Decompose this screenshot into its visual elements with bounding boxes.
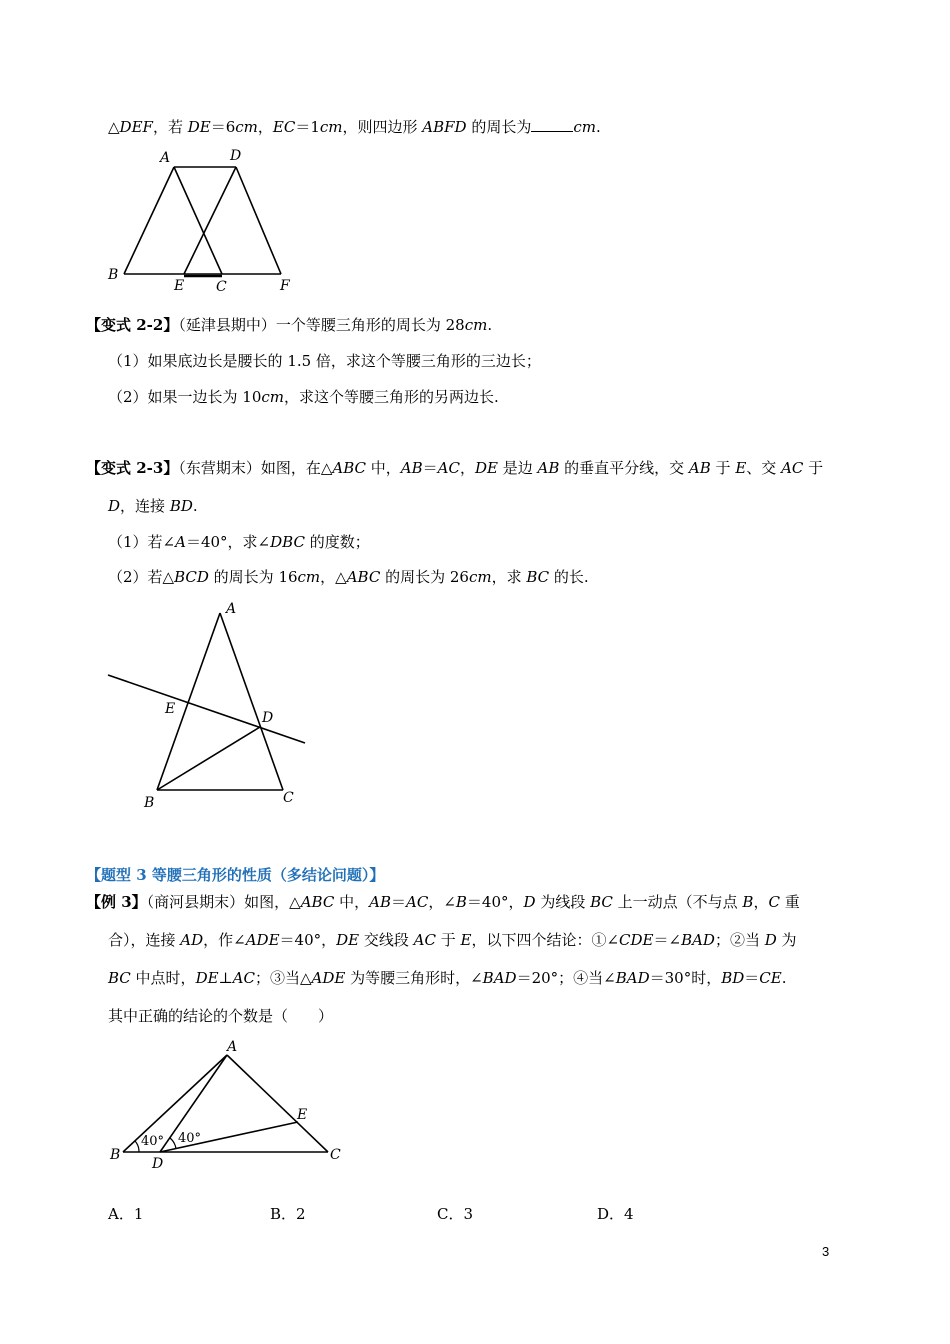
variant-2-2-q1: （1）如果底边长是腰长的 1.5 倍，求这个等腰三角形的三边长； bbox=[108, 352, 541, 370]
figure-triangle-bisector bbox=[100, 595, 315, 815]
figure-example-3 bbox=[100, 1035, 360, 1175]
fig1-label-d: D bbox=[230, 148, 242, 164]
fig1-label-b: B bbox=[108, 267, 119, 283]
option-c[interactable]: C．3 bbox=[437, 1205, 474, 1223]
variant-2-2-title: 【变式 2-2】（延津县期中）一个等腰三角形的周长为 28cm. bbox=[86, 316, 493, 334]
option-a[interactable]: A．1 bbox=[108, 1205, 144, 1223]
fig3-label-d: D bbox=[152, 1156, 164, 1172]
option-d[interactable]: D．4 bbox=[597, 1205, 634, 1223]
fig3-label-b: B bbox=[110, 1147, 121, 1163]
answer-blank bbox=[531, 117, 573, 132]
fig3-angle-b: 40° bbox=[141, 1134, 165, 1149]
problem-top-line: △DEF，若 DE＝6cm，EC＝1cm，则四边形 ABFD 的周长为 cm. bbox=[108, 118, 601, 136]
example-3-line3: BC 中点时，DE⊥AC；③当△ADE 为等腰三角形时，∠BAD＝20°；④当∠BAD＝30°时，BD＝CE. bbox=[108, 969, 787, 987]
fig1-label-e: E bbox=[174, 278, 185, 294]
fig2-label-b: B bbox=[144, 795, 155, 811]
figure-parallelogram bbox=[100, 140, 310, 300]
fig2-label-d: D bbox=[262, 710, 274, 726]
variant-2-3-q2: （2）若△BCD 的周长为 16cm，△ABC 的周长为 26cm，求 BC 的长. bbox=[108, 568, 589, 586]
fig1-label-a: A bbox=[160, 150, 171, 166]
option-b[interactable]: B．2 bbox=[270, 1205, 306, 1223]
fig2-label-e: E bbox=[165, 701, 176, 717]
fig3-angle-d: 40° bbox=[178, 1131, 202, 1146]
page-number: 3 bbox=[822, 1244, 830, 1259]
variant-2-3-line2: D，连接 BD. bbox=[108, 497, 198, 515]
variant-2-3-q1: （1）若∠A＝40°，求∠DBC 的度数； bbox=[108, 533, 370, 551]
fig2-label-c: C bbox=[283, 790, 294, 806]
fig3-label-e: E bbox=[297, 1107, 308, 1123]
variant-2-3-line1: 【变式 2-3】（东营期末）如图，在△ABC 中，AB＝AC，DE 是边 AB 的垂直平分线，交 AB 于 E、交 AC 于 bbox=[86, 459, 824, 477]
example-3-line1: 【例 3】（商河县期末）如图，△ABC 中，AB＝AC，∠B＝40°，D 为线段 BC 上一动点（不与点 B，C 重 bbox=[86, 893, 800, 911]
fig1-label-c: C bbox=[216, 279, 227, 295]
variant-2-2-q2: （2）如果一边长为 10cm，求这个等腰三角形的另两边长. bbox=[108, 388, 499, 406]
example-3-line2: 合），连接 AD，作∠ADE＝40°，DE 交线段 AC 于 E，以下四个结论：①∠CDE＝∠BAD；②当 D 为 bbox=[108, 931, 797, 949]
fig3-label-c: C bbox=[330, 1147, 341, 1163]
fig2-label-a: A bbox=[226, 601, 237, 617]
section-3-heading: 【题型 3 等腰三角形的性质（多结论问题）】 bbox=[86, 866, 385, 884]
fig3-label-a: A bbox=[227, 1039, 238, 1055]
fig1-label-f: F bbox=[280, 278, 290, 294]
example-3-line4: 其中正确的结论的个数是（ ） bbox=[108, 1007, 334, 1025]
